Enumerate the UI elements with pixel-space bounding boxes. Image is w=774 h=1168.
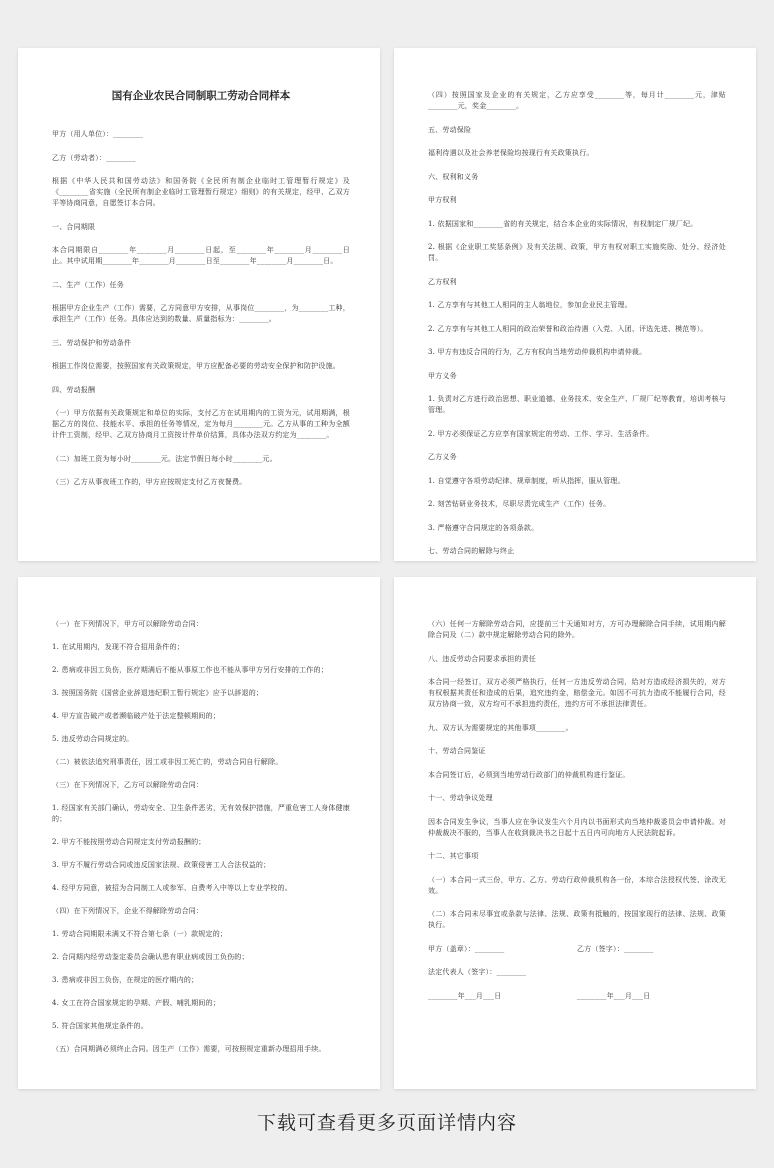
section-heading: 六、权利和义务 [428, 172, 479, 181]
paragraph: 3. 甲方不履行劳动合同或违反国家法规、政策侵害工人合法权益的； [52, 861, 271, 869]
subheading: 乙方义务 [428, 453, 457, 461]
paragraph: （一）在下列情况下，甲方可以解除劳动合同： [52, 620, 204, 628]
paragraph: 因本合同发生争议，当事人应在争议发生六个月内以书面形式向当地仲裁委员会申请仲裁。对仲裁裁决不服的，当事人在收到裁决书之日起十五日内可向地方人民法院起诉。 [428, 817, 726, 837]
document-page-4 [394, 577, 756, 1089]
paragraph: 根据工作岗位需要，按照国家有关政策规定，甲方应配备必要的劳动安全保护和防护设施。 [52, 362, 340, 370]
paragraph: 福利待遇以及社会养老保险均按现行有关政策执行。 [428, 149, 594, 157]
subheading: 甲方义务 [428, 371, 457, 380]
paragraph: （二）加班工资为每小时________元。法定节假日每小时________元。 [52, 454, 277, 463]
section-heading: 十、劳动合同鉴证 [428, 747, 486, 755]
paragraph: （六）任何一方解除劳动合同，应提前三十天通知对方，方可办理解除合同手续，试用期内解除合同及（二）款中规定解除劳动合同的除外。 [428, 620, 726, 639]
signature-row [428, 944, 726, 955]
paragraph: （三）乙方从事夜班工作的，甲方应按规定支付乙方夜餐费。 [52, 478, 247, 486]
date-row [428, 991, 726, 1002]
date-b: ________年___月___日 [577, 991, 651, 1000]
section-heading: 二、生产（工作）任务 [52, 280, 124, 289]
document-title: 国有企业农民合同制职工劳动合同样本 [111, 90, 291, 102]
paragraph: （一）本合同一式三份，甲方、乙方、劳动行政仲裁机构各一份，本综合法授权代签、涂改无效。 [428, 875, 726, 895]
paragraph: 3. 严格遵守合同规定的各项条款。 [428, 523, 539, 532]
paragraph: 4. 甲方宣告破产或者濒临破产处于法定整顿期间的； [52, 712, 220, 720]
section-heading: 十一、劳动争议处理 [428, 794, 493, 802]
paragraph: 1. 经国家有关部门确认，劳动安全、卫生条件恶劣，无有效保护措施，严重危害工人身体健康的； [52, 804, 350, 823]
document-page-1 [18, 48, 380, 561]
party-b-signature: 乙方（签字）：________ [577, 944, 654, 953]
download-more-prompt: 下载可查看更多页面详情内容 [256, 1112, 517, 1134]
paragraph: 1. 依据国家和________省的有关规定，结合本企业的实际情况，有权制定厂规厂纪。 [428, 219, 698, 228]
paragraph: （二）被依法追究刑事责任，因工或非因工死亡的，劳动合同自行解除。 [52, 758, 283, 766]
paragraph: 本合同期限自________年________月________日起，至________年________月________日止。其中试用期________年________月________日至________年________月________日。 [52, 246, 350, 265]
document-page-3 [18, 577, 380, 1089]
paragraph: （一）甲方依据有关政策规定和单位的实际，支付乙方在试用期内的工资为元，试用期满，根据乙方的岗位、技能水平、承担的任务等情况，定为每月________元。乙方从事的工种为全额计件工资制，经甲、乙双方协商月工资按计件单价结算，具体办法双方约定为________。 [52, 409, 350, 439]
paragraph: （四）按照国家及企业的有关规定，乙方应享受________等，每月计________元，津贴________元，奖金________。 [428, 91, 726, 110]
paragraph: （三）在下列情况下，乙方可以解除劳动合同： [52, 781, 204, 789]
paragraph: 根据《中华人民共和国劳动法》和国务院《全民所有制企业临时工管理暂行规定》及《________省实施（全民所有制企业临时工管理暂行规定）细则》的有关规定，经甲、乙双方平等协商同意，自愿签订本合同。 [52, 177, 350, 207]
paragraph: 2. 甲方必须保证乙方应享有国家规定的劳动、工作、学习、生活条件。 [428, 429, 654, 438]
section-heading: 七、劳动合同的解除与终止 [428, 547, 515, 555]
section-heading: 八、违反劳动合同要求承担的责任 [428, 654, 536, 663]
document-page-2 [394, 48, 756, 561]
paragraph: 1. 劳动合同期限未满又不符合第七条（一）款规定的； [52, 930, 228, 938]
paragraph: （五）合同期满必须终止合同。因生产（工作）需要，可按照规定重新办理招用手续。 [52, 1045, 326, 1053]
section-heading: 十二、其它事项 [428, 852, 479, 860]
paragraph: 2. 根据《企业职工奖惩条例》及有关法规、政策，甲方有权对职工实施奖励、处分、经济处罚。 [428, 243, 726, 262]
paragraph: 2. 合同期内经劳动鉴定委员会确认患有职业病或因工负伤的； [52, 953, 249, 961]
paragraph: 2. 乙方享有与其他工人相同的政治荣誉和政治待遇（入党、入团、评选先进、模范等）。 [428, 324, 708, 333]
paragraph: 本合同签订后，必须到当地劳动行政部门的仲裁机构进行鉴证。 [428, 770, 630, 779]
party-a-seal: 甲方（盖章）：________ [428, 944, 505, 953]
paragraph: 本合同一经签订，双方必须严格执行，任何一方违反劳动合同，给对方造成经济损失的，对方有权根据其责任和造成的后果，追究违约金，赔偿金元。如因不可抗力造成不能履行合同，经双方协商一致，双方均可不承担违约责任，违约方可不承担法律责任。 [428, 678, 726, 708]
paragraph: 1. 在试用期内，发现不符合招用条件的； [52, 643, 184, 651]
subheading: 乙方权利 [428, 277, 457, 286]
paragraph: 1. 自觉遵守各项劳动纪律、规章制度，听从指挥，服从管理。 [428, 476, 625, 485]
paragraph: 2. 甲方不能按照劳动合同规定支付劳动报酬的； [52, 838, 206, 846]
paragraph: 3. 甲方有违反合同的行为，乙方有权向当地劳动仲裁机构申请仲裁。 [428, 348, 647, 356]
paragraph: 3. 患病或非因工负伤，在规定的医疗期内的； [52, 976, 199, 984]
paragraph: 九、双方认为需要规定的其他事项________。 [428, 723, 573, 732]
paragraph: 根据甲方企业生产（工作）需要，乙方同意甲方安排，从事岗位________，为________工种，承担生产（工作）任务。具体应达到的数量、质量指标为：________。 [52, 304, 350, 323]
section-heading: 五、劳动保险 [428, 125, 472, 134]
paragraph: （二）本合同未尽事宜或条款与法律、法规、政策有抵触的，按国家现行的法律、法规、政策执行。 [428, 910, 726, 929]
paragraph: 乙方（劳动者）：________ [52, 153, 136, 162]
paragraph: 2. 患病或非因工负伤，医疗期满后不能从事原工作也不能从事甲方另行安排的工作的； [52, 666, 328, 674]
date-a: ________年___月___日 [428, 991, 502, 1000]
section-heading: 三、劳动保护和劳动条件 [52, 338, 132, 347]
paragraph: 5. 符合国家其他规定条件的。 [52, 1022, 148, 1030]
paragraph: 5. 违反劳动合同规定的。 [52, 735, 134, 743]
paragraph: 甲方（用人单位）：________ [52, 130, 143, 138]
paragraph: 3. 按照国务院《国营企业辞退违纪职工暂行规定》应予以辞退的； [52, 689, 264, 697]
section-heading: 四、劳动报酬 [52, 385, 96, 394]
section-heading: 一、合同期限 [52, 222, 96, 231]
paragraph: 1. 乙方享有与其他工人相同的主人翁地位，参加企业民主管理。 [428, 301, 632, 309]
legal-representative: 法定代表人（签字）：________ [428, 968, 527, 976]
subheading: 甲方权利 [428, 196, 457, 204]
paragraph: 4. 女工在符合国家规定的孕期、产假、哺乳期间的； [52, 999, 220, 1007]
paragraph: 2. 刻苦钻研业务技术，尽职尽责完成生产（工作）任务。 [428, 500, 611, 508]
paragraph: 1. 负责对乙方进行政治思想、职业道德、业务技术、安全生产、厂规厂纪等教育，培训考核与管理。 [428, 395, 726, 414]
paragraph: （四）在下列情况下，企业不得解除劳动合同： [52, 907, 204, 915]
paragraph: 4. 经甲方同意，被招为合同制工人或参军、自费考入中等以上专业学校的。 [52, 884, 292, 892]
